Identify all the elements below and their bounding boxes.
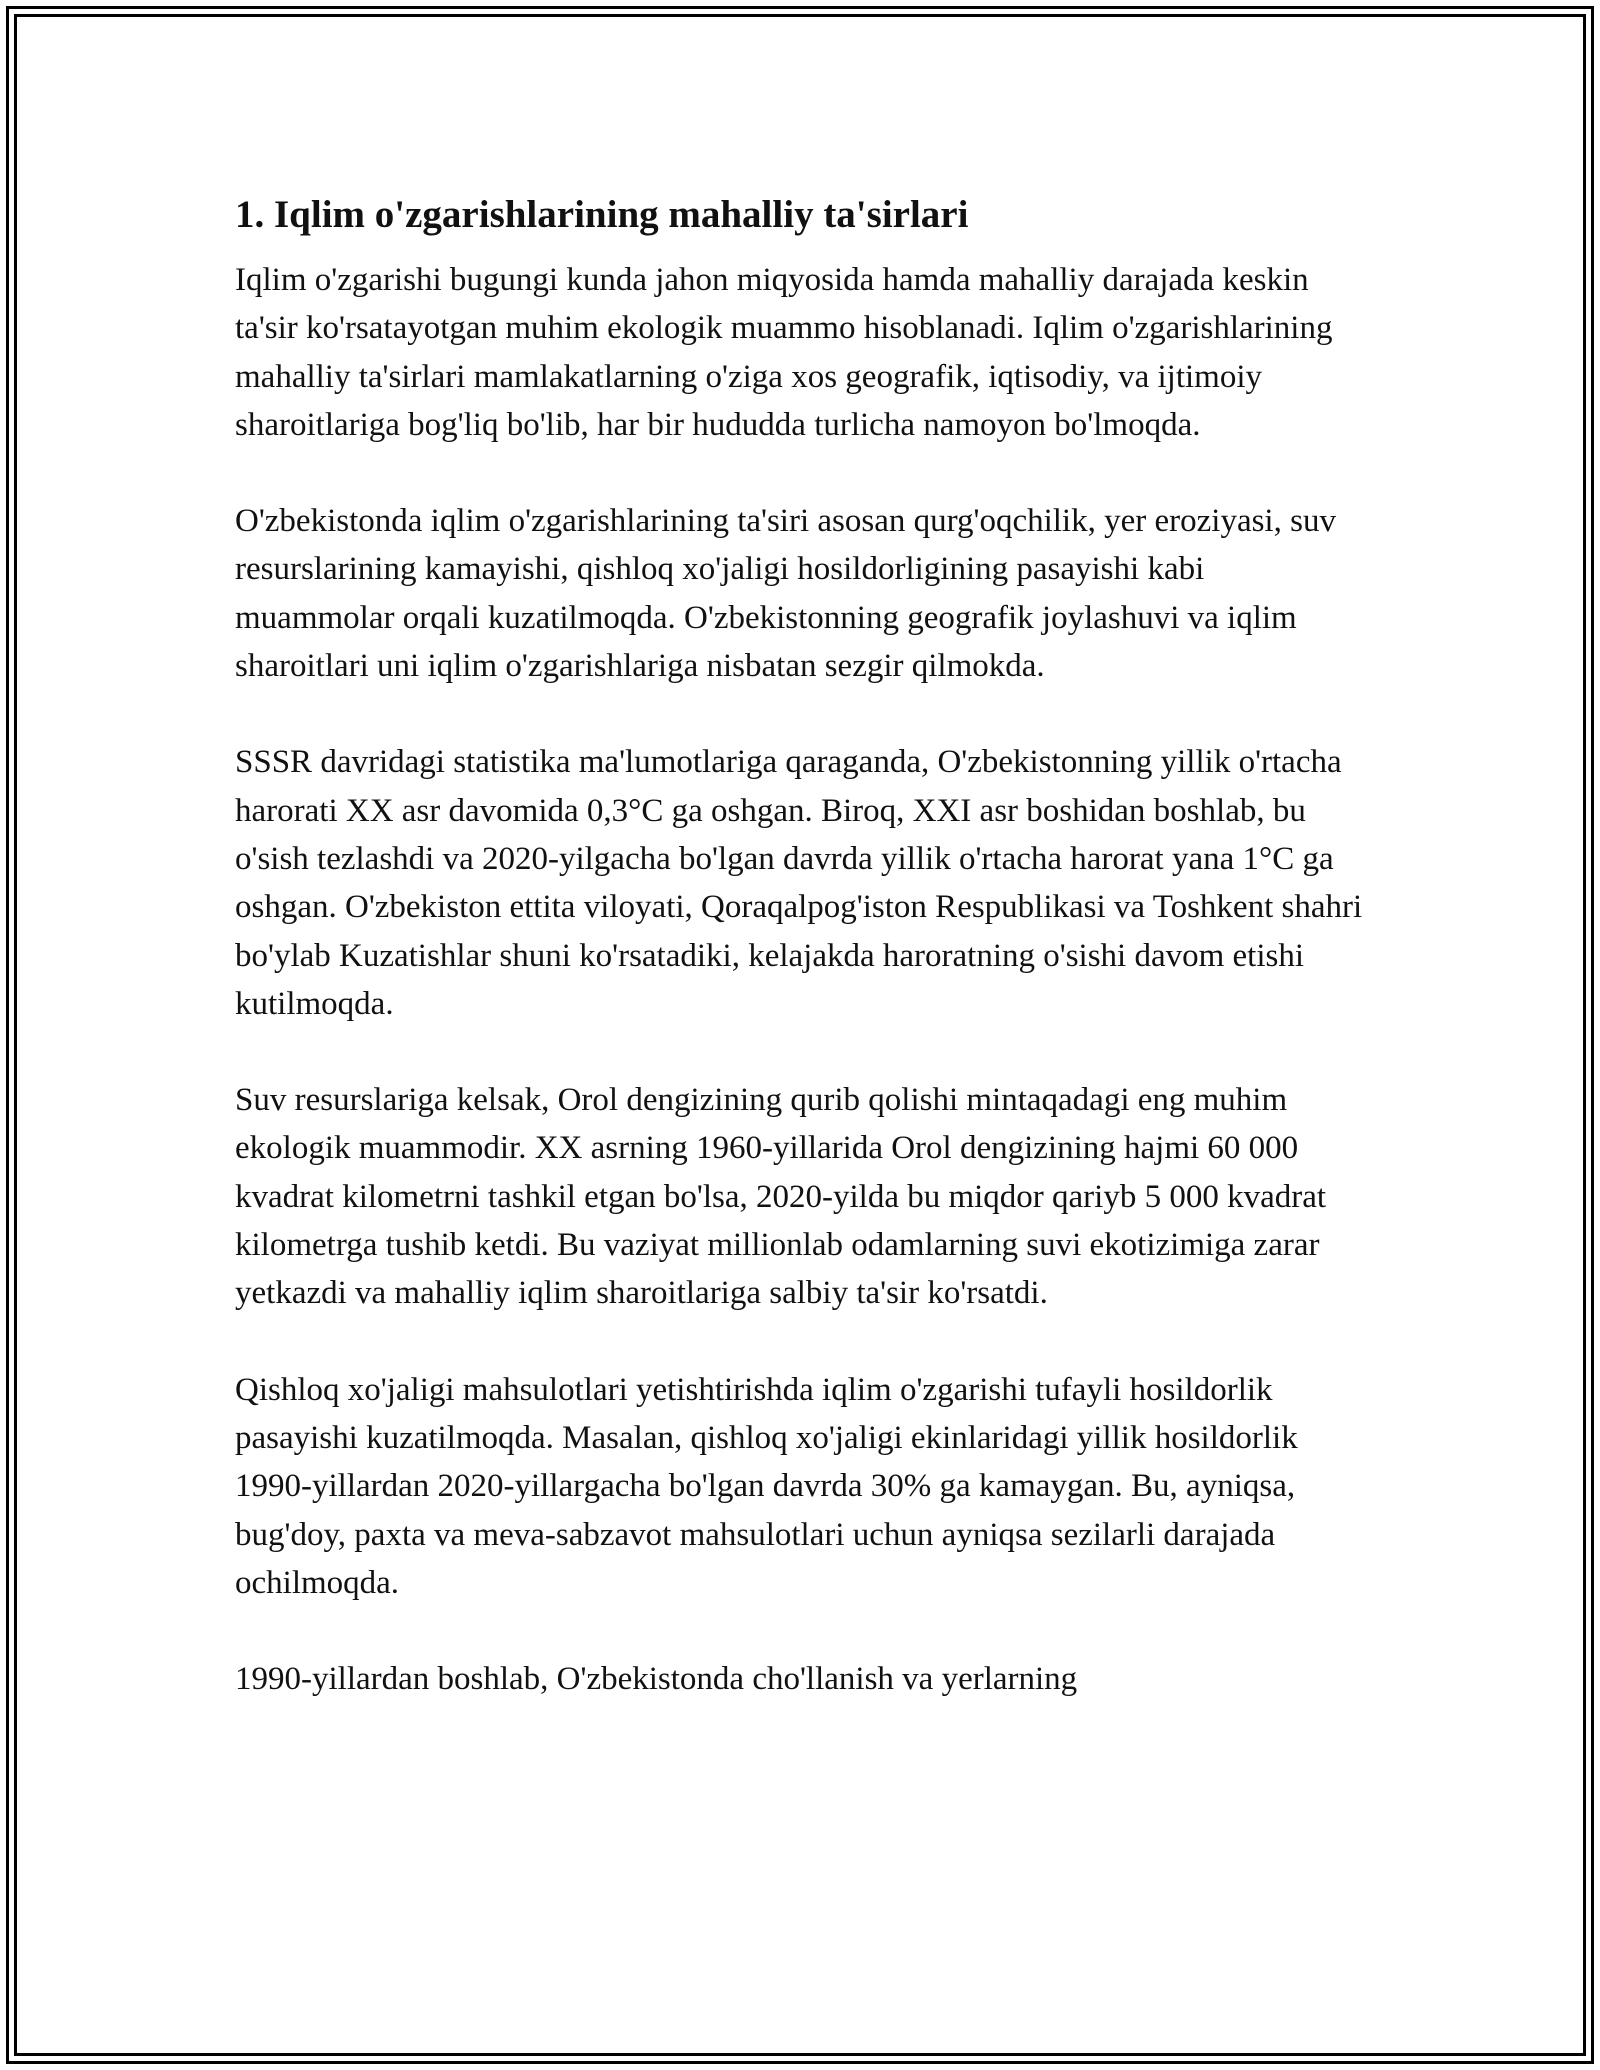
paragraph-desertification: 1990-yillardan boshlab, O'zbekistonda cho'llanish va yerlarning <box>235 1661 1078 1698</box>
paragraph-intro: Iqlim o'zgarishi bugungi kunda jahon miqyosida hamda mahalliy darajada keskin ta'sir ko'rsatayotgan muhim ekologik muammo hisoblanadi. Iqlim o'zgarishlarining mahalliy ta'sirlari mamlakatlarning o'ziga xos geografik, iqtisodiy, va ijtimoiy sharoitlariga bog'liq bo'lib, har bir hududda turlicha namoyon bo'lmoqda. <box>235 262 1333 443</box>
paragraph-uzbekistan-impacts: O'zbekistonda iqlim o'zgarishlarining ta'siri asosan qurg'oqchilik, yer eroziyasi, suv resurslarining kamayishi, qishloq xo'jaligi hosildorligining pasayishi kabi muammolar orqali kuzatilmoqda. O'zbekistonning geografik joylashuvi va iqlim sharoitlari uni iqlim o'zgarishlariga nisbatan sezgir qilmokda. <box>235 503 1336 685</box>
paragraph-agriculture: Qishloq xo'jaligi mahsulotlari yetishtirishda iqlim o'zgarishi tufayli hosildorlik pasayishi kuzatilmoqda. Masalan, qishloq xo'jaligi ekinlaridagi yillik hosildorlik 1990-yillardan 2020-yillargacha bo'lgan davrda 30% ga kamaygan. Bu, ayniqsa, bug'doy, paxta va meva-sabzavot mahsulotlari uchun ayniqsa sezilarli darajada ochilmoqda. <box>235 1371 1298 1601</box>
document-body <box>235 186 1365 1751</box>
paragraph-temperature: SSSR davridagi statistika ma'lumotlariga qaraganda, O'zbekistonning yillik o'rtacha harorati XX asr davomida 0,3°C ga oshgan. Biroq, XXI asr boshidan boshlab, bu o'sish tezlashdi va 2020-yilgacha bo'lgan davrda yillik o'rtacha harorat yana 1°C ga oshgan. O'zbekiston ettita viloyati, Qoraqalpog'iston Respublikasi va Toshkent shahri bo'ylab Kuzatishlar shuni ko'rsatadiki, kelajakda haroratning o'sishi davom etishi kutilmoqda. <box>235 744 1363 1022</box>
paragraph-water-resources: Suv resurslariga kelsak, Orol dengizining qurib qolishi mintaqadagi eng muhim ekologik muammodir. XX asrning 1960-yillarida Orol dengizining hajmi 60 000 kvadrat kilometrni tashkil etgan bo'lsa, 2020-yilda bu miqdor qariyb 5 000 kvadrat kilometrga tushib ketdi. Bu vaziyat millionlab odamlarning suvi ekotizimiga zarar yetkazdi va mahalliy iqlim sharoitlariga salbiy ta'sir ko'rsatdi. <box>235 1082 1327 1312</box>
section-heading: 1. Iqlim o'zgarishlarining mahalliy ta'sirlari <box>235 193 969 236</box>
